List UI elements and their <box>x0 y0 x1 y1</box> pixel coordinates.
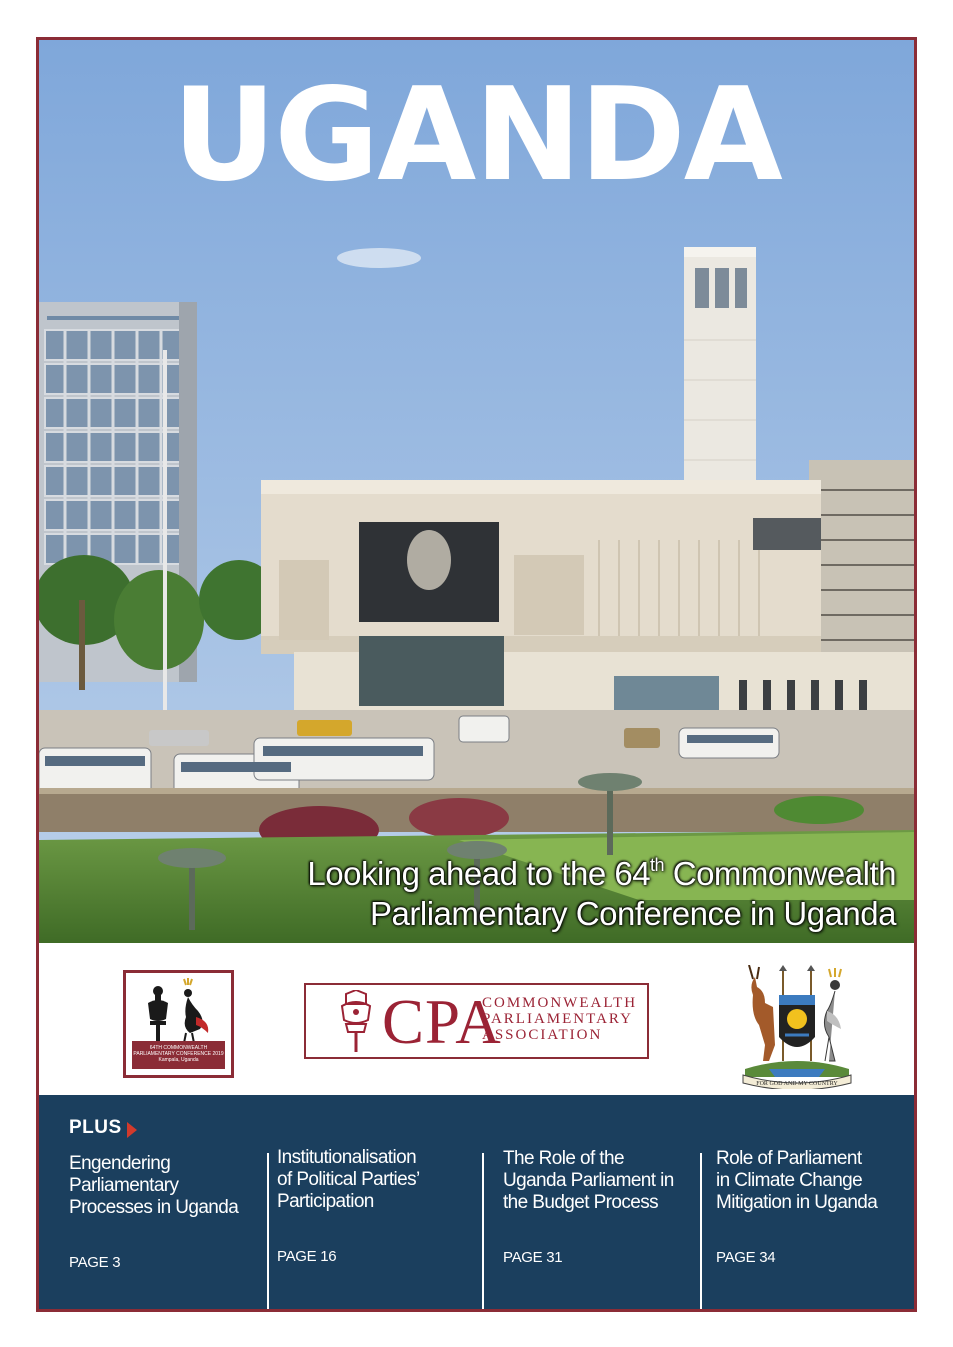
plus-item-page: PAGE 3 <box>69 1254 121 1271</box>
title-line: the Budget Process <box>503 1192 659 1213</box>
cpa-name-line-1: COMMONWEALTH <box>482 995 638 1011</box>
title-line: The Role of the <box>503 1148 624 1169</box>
masthead-title: UGANDA <box>172 61 781 210</box>
cpa-name <box>482 995 637 1043</box>
plus-item-1[interactable] <box>69 1153 269 1309</box>
plus-item-title <box>69 1153 269 1219</box>
title-line: Parliamentary <box>69 1175 179 1196</box>
title-line: Processes in Uganda <box>69 1197 239 1218</box>
plus-item-title <box>503 1148 703 1214</box>
plus-item-page: PAGE 31 <box>503 1249 563 1266</box>
cpa-logo <box>304 983 649 1059</box>
title-line: Participation <box>277 1191 374 1212</box>
plus-item-page: PAGE 16 <box>277 1248 337 1265</box>
plus-item-2[interactable] <box>277 1147 477 1303</box>
logo-band <box>39 943 914 1095</box>
column-divider <box>700 1153 702 1309</box>
cover-photo <box>39 40 914 943</box>
coat-of-arms-motto: FOR GOD AND MY COUNTRY <box>756 1081 838 1087</box>
cover-headline-line-2: Parliamentary Conference in Uganda <box>370 895 896 932</box>
column-divider <box>267 1153 269 1309</box>
cpa-name-line-2: PARLIAMENTARY <box>482 1011 633 1027</box>
cover-headline <box>307 854 896 934</box>
column-divider <box>482 1153 484 1309</box>
cover-headline-line-1: Looking ahead to the 64th Commonwealth <box>307 855 896 892</box>
conference-logo-caption: 64TH COMMONWEALTH PARLIAMENTARY CONFERENCE 2019 Kampala, Uganda <box>132 1041 225 1069</box>
cover-frame <box>36 37 917 1312</box>
title-line: of Political Parties’ <box>277 1169 420 1190</box>
cpa-name-line-3: ASSOCIATION <box>482 1027 603 1043</box>
crown-mace-icon <box>336 990 376 1056</box>
cpa-mark: CPA <box>382 987 502 1057</box>
conference-logo <box>123 970 234 1078</box>
title-line: Uganda Parliament in <box>503 1170 674 1191</box>
plus-heading <box>69 1117 137 1139</box>
plus-item-title <box>277 1147 477 1213</box>
title-line: Institutionalisation <box>277 1147 417 1168</box>
plus-panel <box>39 1095 914 1309</box>
plus-item-page: PAGE 34 <box>716 1249 776 1266</box>
uganda-coat-of-arms-icon <box>739 965 854 1089</box>
plus-item-3[interactable] <box>503 1148 703 1304</box>
plus-item-4[interactable] <box>716 1148 906 1304</box>
triangle-arrow-icon <box>127 1122 137 1138</box>
plus-label: PLUS <box>69 1117 122 1138</box>
title-line: Engendering <box>69 1153 171 1174</box>
plus-item-title <box>716 1148 906 1214</box>
title-line: Mitigation in Uganda <box>716 1192 878 1213</box>
title-line: in Climate Change <box>716 1170 863 1191</box>
conference-logo-icon <box>126 977 231 1047</box>
title-line: Role of Parliament <box>716 1148 862 1169</box>
